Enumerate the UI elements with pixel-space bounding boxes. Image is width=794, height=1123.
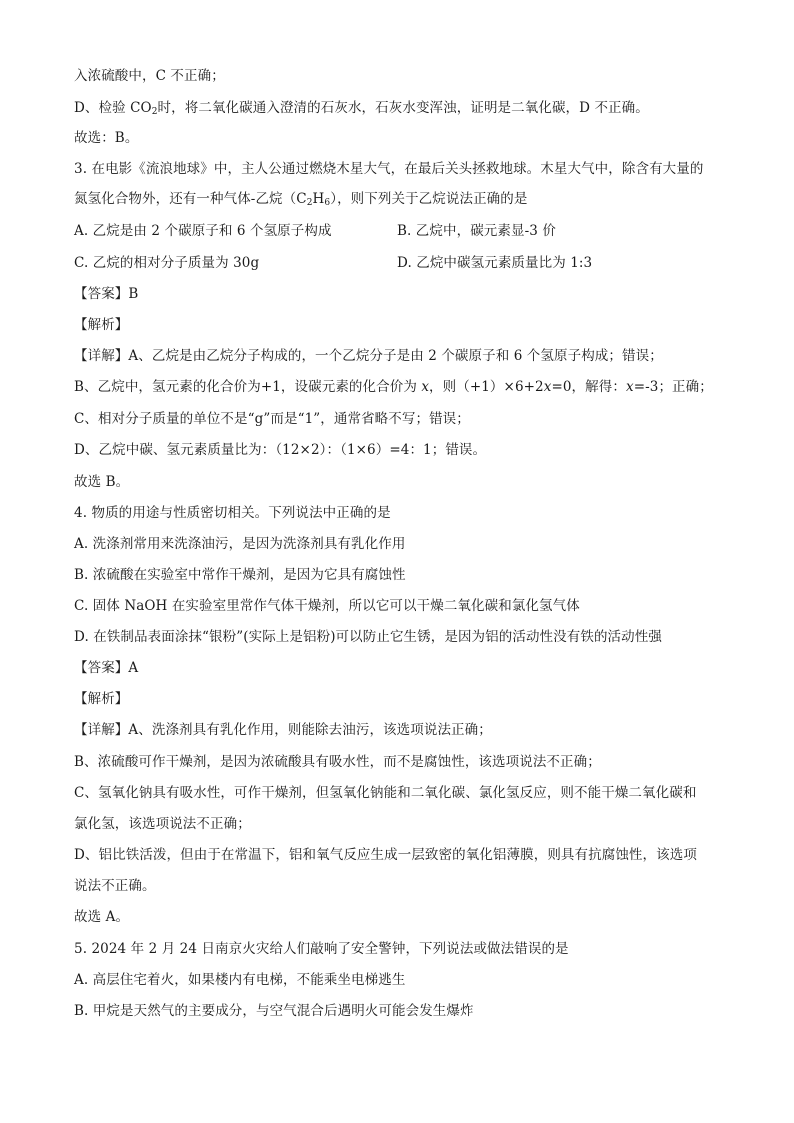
- q3-detail-a: 【详解】A、乙烷是由乙烷分子构成的，一个乙烷分子是由 2 个碳原子和 6 个氢原子构成；错误；: [74, 348, 663, 364]
- q2-line-c: 入浓硫酸中，C 不正确；: [74, 68, 225, 84]
- q3-option-c: C. 乙烷的相对分子质量为 30g: [74, 255, 260, 271]
- q4-detail-d-line2: 说法不正确。: [74, 878, 156, 894]
- q4-detail-a: 【详解】A、洗涤剂具有乳化作用，则能除去油污，该选项说法正确；: [74, 722, 492, 738]
- q3-options-cd: [74, 253, 720, 273]
- q3-analysis-heading: 【解析】: [74, 317, 129, 333]
- q4-analysis-heading: 【解析】: [74, 691, 129, 707]
- q3-choose: 故选 B。: [74, 474, 130, 490]
- q3-detail-d: D、乙烷中碳、氢元素质量比为：（12×2）：（1×6）=4：1；错误。: [74, 442, 487, 458]
- q2-line-d: D、检验 $CO_2$时，将二氧化碳通入澄清的石灰水，石灰水变浑浊，证明是二氧化碳，D 不正确。: [74, 100, 649, 117]
- q4-detail-b: B、浓硫酸可作干燥剂，是因为浓硫酸具有吸水性，而不是腐蚀性，该选项说法不正确；: [74, 754, 601, 770]
- q2-choose: 故选：B。: [74, 130, 139, 146]
- q5-option-a: A. 高层住宅着火，如果楼内有电梯，不能乘坐电梯逃生: [74, 972, 406, 988]
- q4-detail-d-line1: D、铝比铁活泼，但由于在常温下，铝和氧气反应生成一层致密的氧化铝薄膜，则具有抗腐蚀性，该选项: [74, 847, 697, 863]
- q3-option-d: D. 乙烷中碳氢元素质量比为 1:3: [397, 255, 593, 271]
- q3-detail-b: B、乙烷中，氢元素的化合价为+1，设碳元素的化合价为 x，则（+1）×6+2x=0，解得：x=-3；正确；: [74, 379, 713, 395]
- q3-detail-c: C、相对分子质量的单位不是“g”而是“1”，通常省略不写；错误；: [74, 411, 470, 427]
- q4-option-d: D. 在铁制品表面涂抹“银粉”(实际上是铝粉)可以防止它生锈，是因为铝的活动性没有铁的活动性强: [74, 629, 662, 645]
- q3-option-b: B. 乙烷中，碳元素显-3 价: [397, 223, 556, 239]
- q4-detail-c-line2: 氯化氢，该选项说法不正确；: [74, 816, 251, 832]
- q4-option-b: B. 浓硫酸在实验室中常作干燥剂，是因为它具有腐蚀性: [74, 567, 406, 583]
- q4-option-c: C. 固体 NaOH 在实验室里常作气体干燥剂，所以它可以干燥二氧化碳和氯化氢气体: [74, 598, 580, 614]
- q5-option-b: B. 甲烷是天然气的主要成分，与空气混合后遇明火可能会发生爆炸: [74, 1003, 474, 1019]
- q3-options-ab: [74, 221, 720, 241]
- q3-stem-line2: 氮氢化合物外，还有一种气体-乙烷$(C_2H_6)$，则下列关于乙烷说法正确的是: [74, 191, 528, 208]
- q5-stem: 5. 2024 年 2 月 24 日南京火灾给人们敲响了安全警钟，下列说法或做法错误的是: [74, 941, 569, 957]
- q4-choose: 故选 A。: [74, 909, 130, 925]
- q3-option-a: A. 乙烷是由 2 个碳原子和 6 个氢原子构成: [74, 223, 332, 239]
- q4-stem: 4. 物质的用途与性质密切相关。下列说法中正确的是: [74, 505, 391, 521]
- q3-answer: 【答案】B: [74, 286, 139, 302]
- q4-answer: 【答案】A: [74, 660, 139, 676]
- q4-detail-c-line1: C、氢氧化钠具有吸水性，可作干燥剂，但氢氧化钠能和二氧化碳、氯化氢反应，则不能干燥二氧化碳和: [74, 785, 697, 801]
- q4-option-a: A. 洗涤剂常用来洗涤油污，是因为洗涤剂具有乳化作用: [74, 536, 406, 552]
- q3-stem-line1: 3. 在电影《流浪地球》中，主人公通过燃烧木星大气，在最后关头拯救地球。木星大气中，除含有大量的: [74, 161, 704, 177]
